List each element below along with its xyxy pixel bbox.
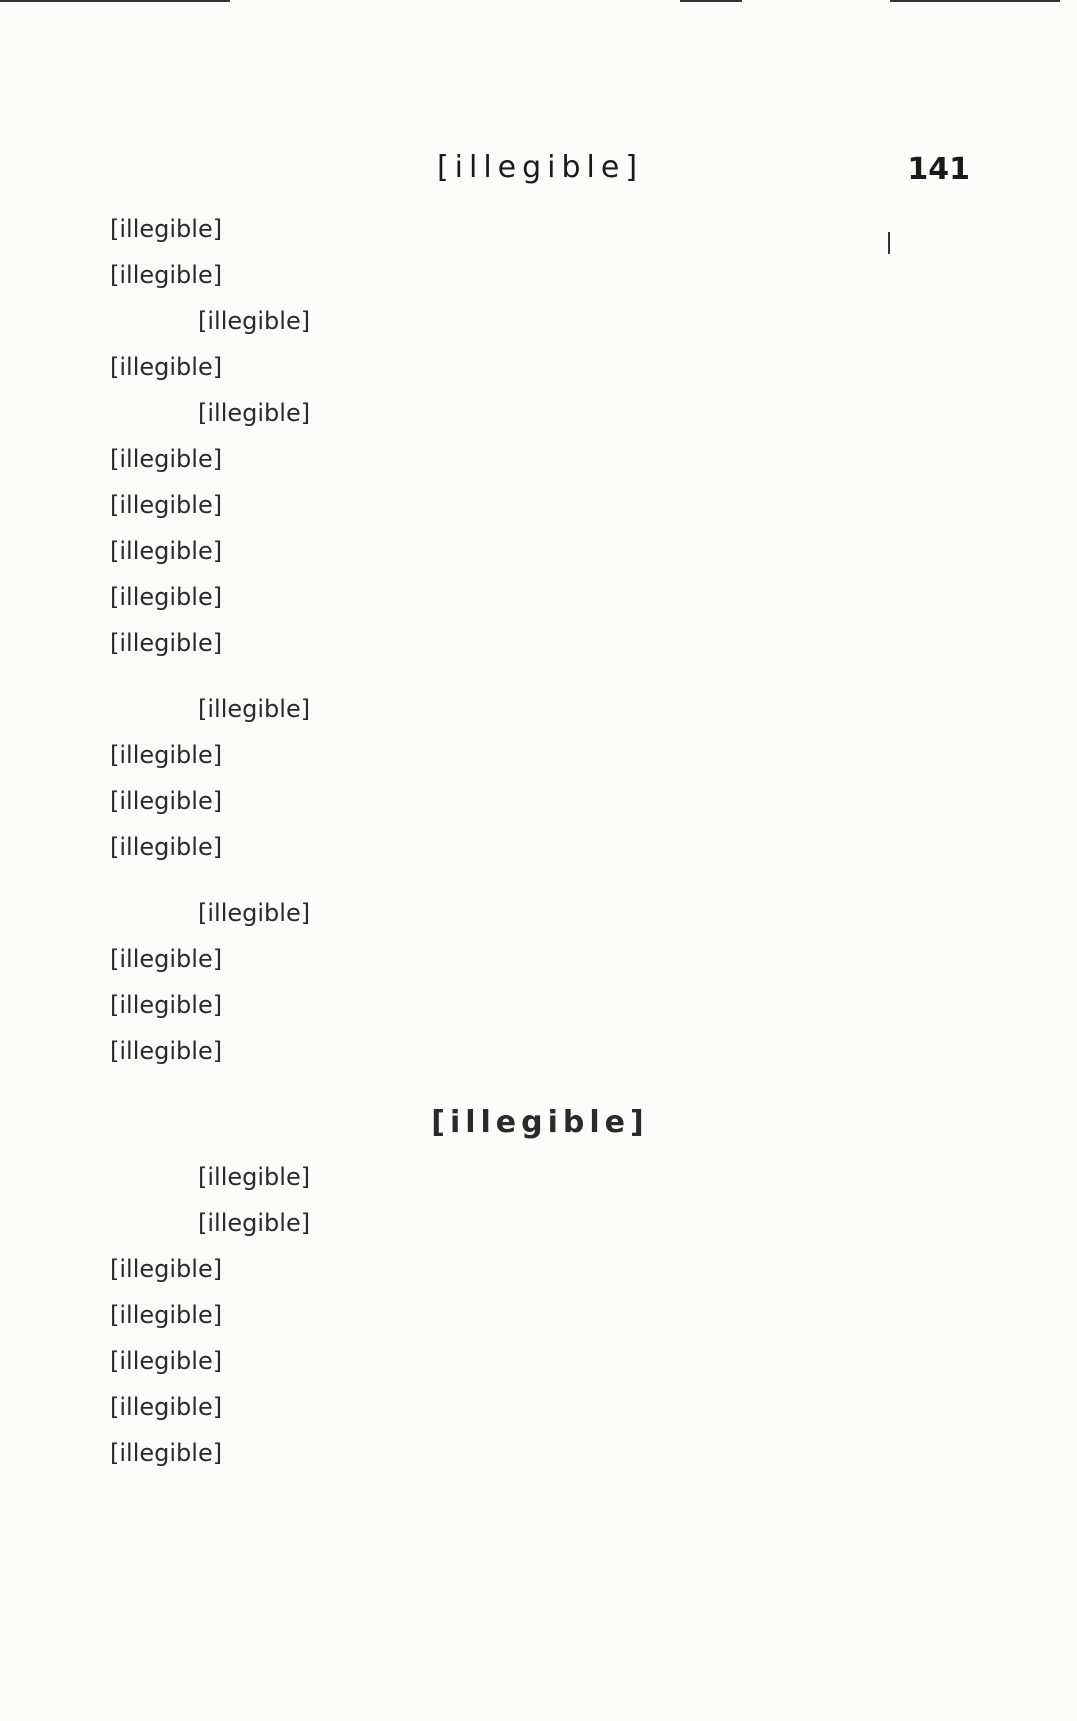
text-line: [illegible] — [110, 353, 223, 381]
text-line: [illegible] — [110, 261, 223, 289]
text-line: [illegible] — [110, 741, 223, 769]
text-line: [illegible] — [110, 1439, 223, 1467]
text-line: [illegible] — [110, 833, 223, 861]
text-line: [illegible] — [110, 491, 223, 519]
page-header — [110, 150, 970, 198]
page-number: 141 — [907, 152, 970, 187]
text-line: [illegible] — [110, 445, 223, 473]
text-line: [illegible] — [110, 1255, 223, 1283]
section-heading: [illegible] — [431, 1105, 649, 1140]
text-line: [illegible] — [110, 537, 223, 565]
text-line: [illegible] — [110, 945, 223, 973]
text-line: [illegible] — [110, 583, 223, 611]
text-line: [illegible] — [110, 1301, 223, 1329]
running-title: [illegible] — [436, 150, 644, 185]
text-line: [illegible] — [198, 1163, 311, 1191]
text-line: [illegible] — [198, 399, 311, 427]
text-line: [illegible] — [110, 1347, 223, 1375]
scan-edge-line — [890, 0, 1060, 2]
scan-edge-line — [680, 0, 742, 2]
text-line: [illegible] — [198, 899, 311, 927]
text-line: [illegible] — [110, 215, 223, 243]
text-line: [illegible] — [110, 629, 223, 657]
text-line: [illegible] — [198, 307, 311, 335]
text-line: [illegible] — [110, 1037, 223, 1065]
text-line: [illegible] — [110, 1393, 223, 1421]
text-line: [illegible] — [110, 787, 223, 815]
text-line: [illegible] — [198, 1209, 311, 1237]
text-line: [illegible] — [110, 991, 223, 1019]
scan-edge-line — [0, 0, 230, 2]
body-text — [110, 206, 970, 1476]
text-line: [illegible] — [198, 695, 311, 723]
